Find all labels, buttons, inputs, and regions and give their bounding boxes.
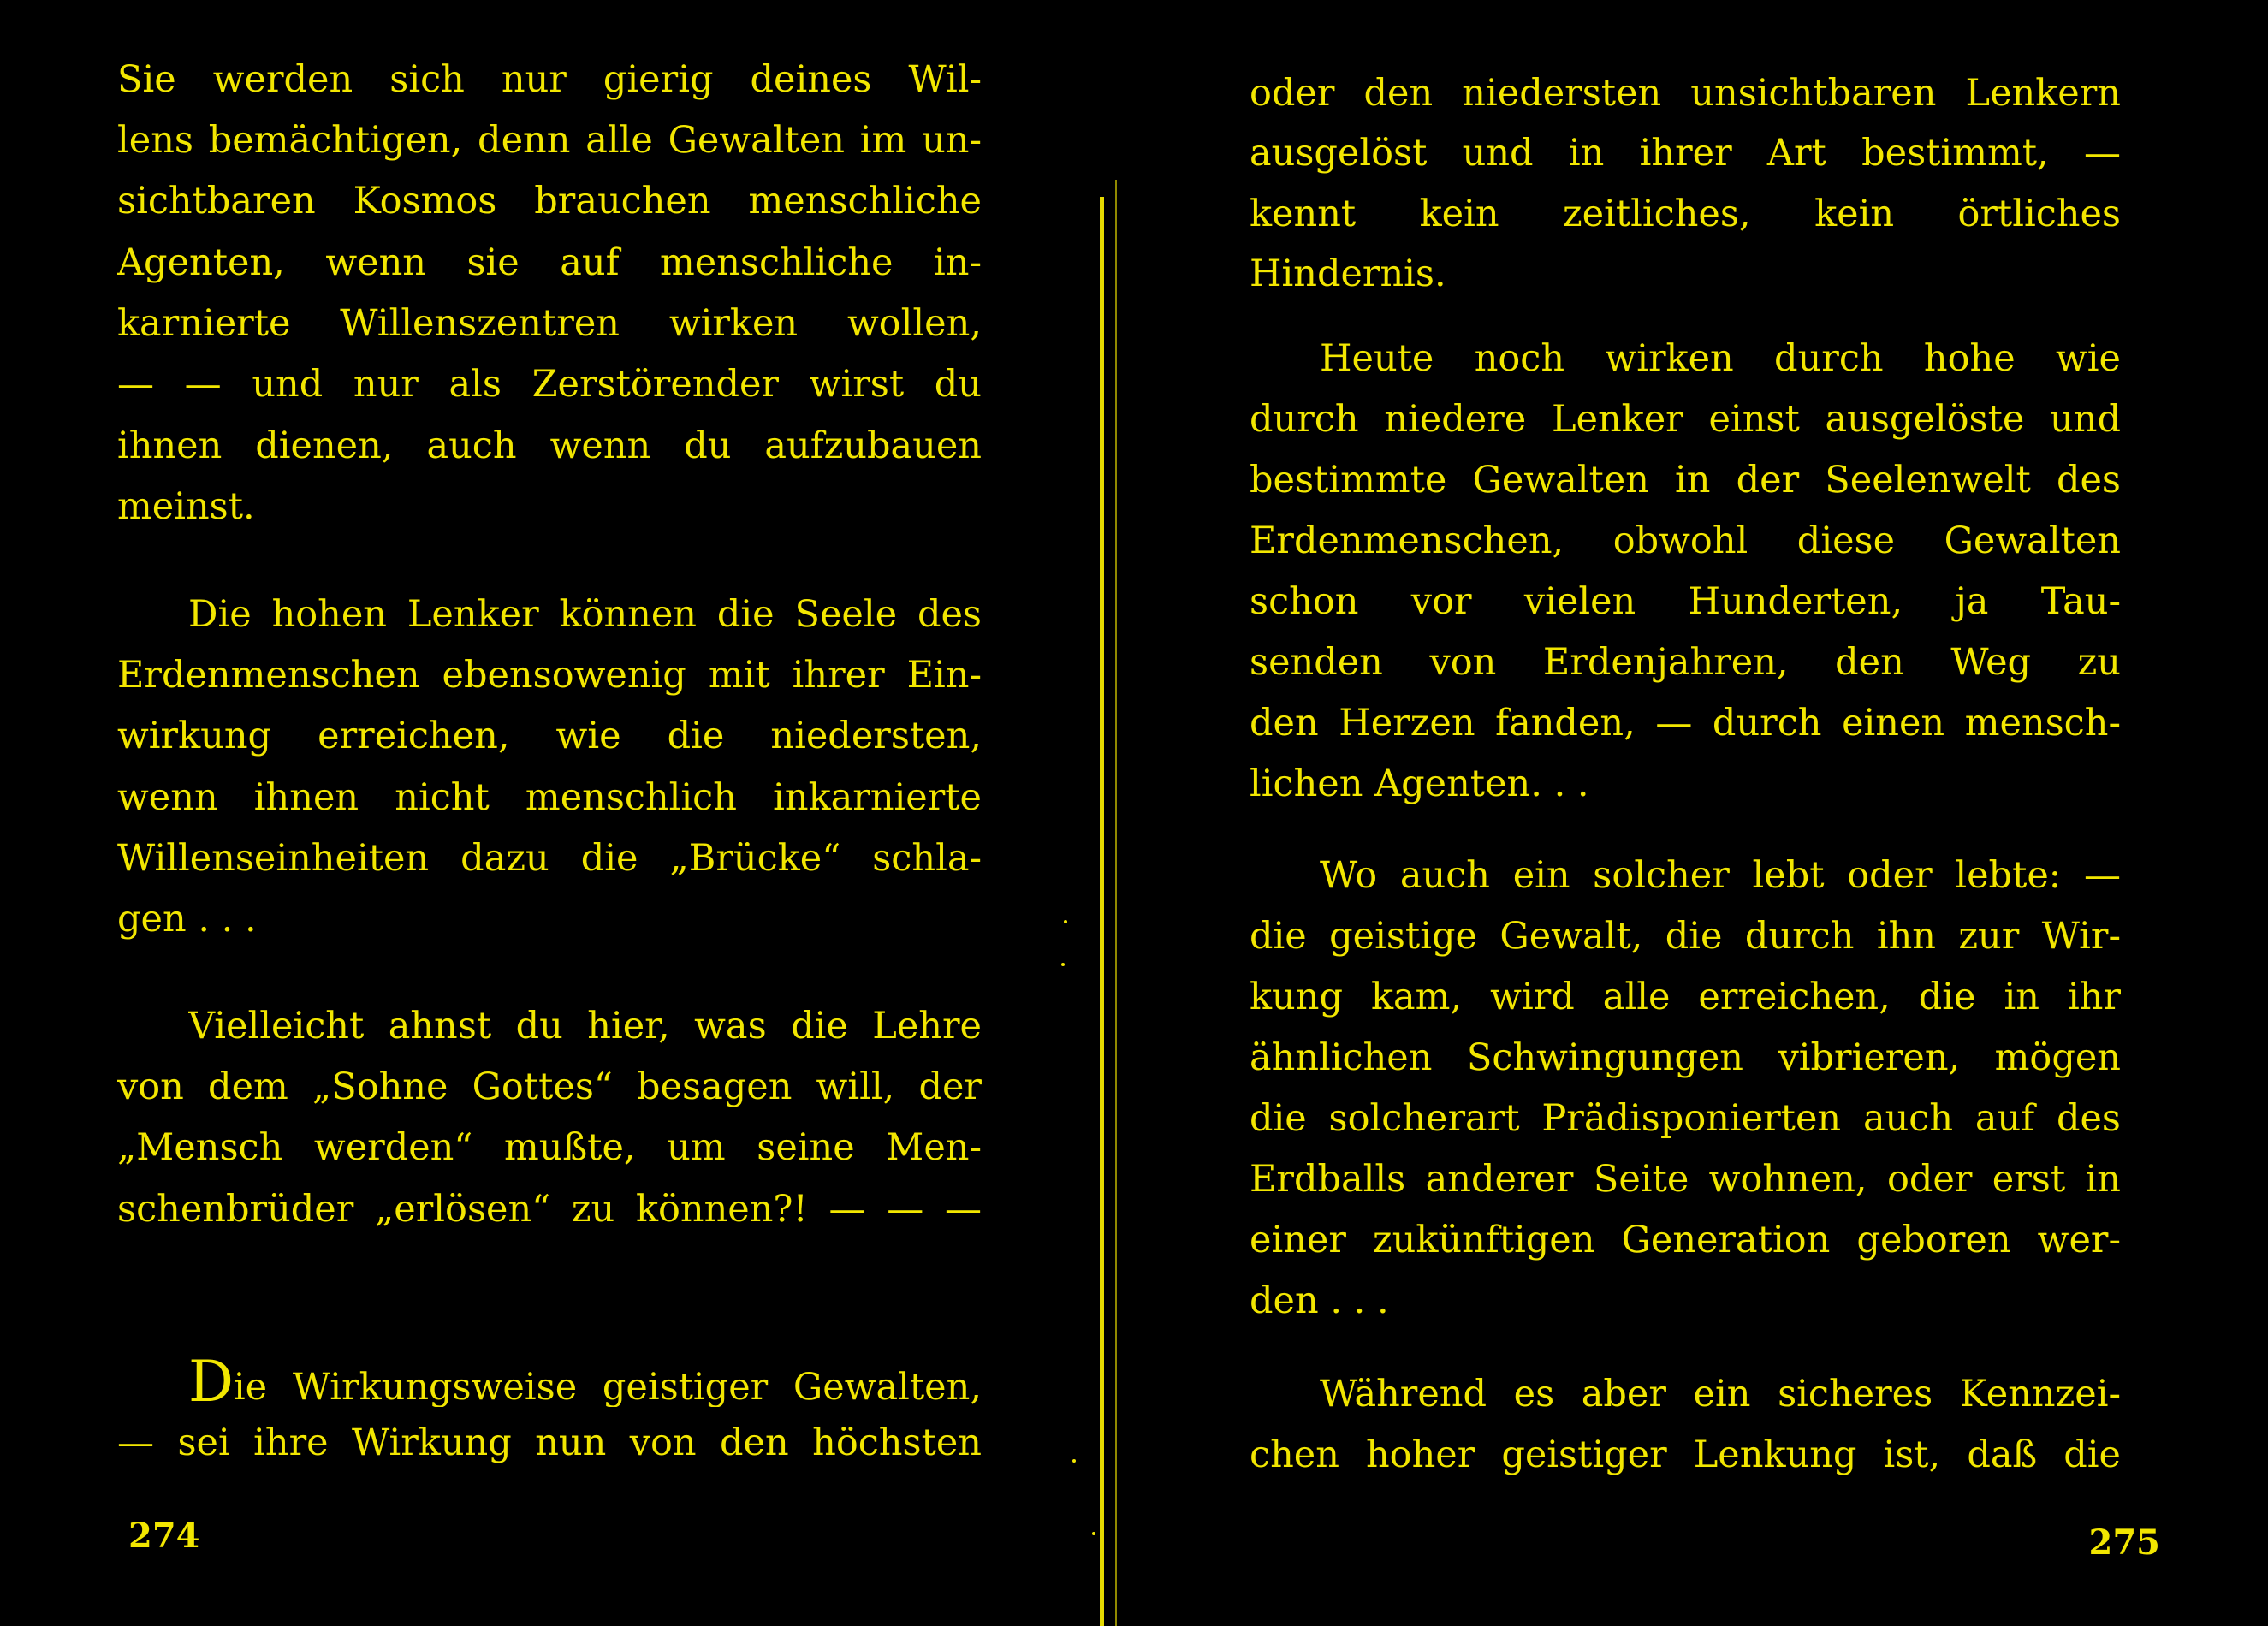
scan-speck [1061, 963, 1065, 966]
text-line: durch niedere Lenker einst ausgelöste und [1250, 398, 2121, 441]
text-line: Sie werden sich nur gierig deines Wil- [117, 58, 982, 101]
text-line [188, 1357, 982, 1407]
text-line: — sei ihre Wirkung nun von den höchsten [117, 1421, 982, 1464]
text-line: wirkung erreichen, wie die niedersten, [117, 715, 982, 757]
text-line: lichen Agenten. . . [1250, 763, 1589, 805]
gutter-line [1100, 197, 1104, 1626]
text-line: ausgelöst und in ihrer Art bestimmt, — [1250, 132, 2121, 175]
scan-speck [1064, 920, 1067, 923]
text-line: die solcherart Prädisponierten auch auf des [1250, 1097, 2121, 1140]
dropcap: D [188, 1357, 234, 1407]
text-line: „Mensch werden“ mußte, um seine Men- [117, 1126, 982, 1169]
text-line: Erdenmenschen ebensowenig mit ihrer Ein- [117, 654, 982, 697]
left-page [0, 0, 1087, 1626]
text-line: oder den niedersten unsichtbaren Lenkern [1250, 72, 2121, 115]
text-line: kennt kein zeitliches, kein örtliches [1250, 193, 2121, 235]
text-line: schenbrüder „erlösen“ zu können?! — — — [117, 1188, 982, 1231]
text-line: Wo auch ein solcher lebt oder lebte: — [1320, 854, 2121, 897]
text-line: den . . . [1250, 1279, 1389, 1322]
text-line: ihnen dienen, auch wenn du aufzubauen [117, 424, 982, 467]
text-line: einer zukünftigen Generation geboren wer- [1250, 1219, 2121, 1261]
text-line: die geistige Gewalt, die durch ihn zur Wir- [1250, 915, 2121, 958]
text-line: gen . . . [117, 898, 257, 941]
text-line: kung kam, wird alle erreichen, die in ihr [1250, 976, 2121, 1018]
text-line: den Herzen fanden, — durch einen mensch- [1250, 702, 2121, 745]
right-page [1113, 0, 2268, 1626]
text-line: von dem „Sohne Gottes“ besagen will, der [117, 1065, 982, 1108]
text-line: chen hoher geistiger Lenkung ist, daß die [1250, 1433, 2121, 1476]
text-line: sichtbaren Kosmos brauchen menschliche [117, 180, 982, 223]
text-line: wenn ihnen nicht menschlich inkarnierte [117, 776, 982, 819]
page-number: 274 [128, 1516, 200, 1556]
text-line: Während es aber ein sicheres Kennzei- [1320, 1373, 2121, 1415]
text-line: Die hohen Lenker können die Seele des [188, 593, 982, 636]
text-line: ähnlichen Schwingungen vibrieren, mögen [1250, 1036, 2121, 1079]
text-line: senden von Erdenjahren, den Weg zu [1250, 641, 2121, 684]
text-line: meinst. [117, 485, 255, 528]
text-line-rest: ie Wirkungsweise geistiger Gewalten, [233, 1366, 982, 1407]
text-line: schon vor vielen Hunderten, ja Tau- [1250, 580, 2121, 623]
text-line: Hindernis. [1250, 252, 1446, 295]
text-line: lens bemächtigen, denn alle Gewalten im un- [117, 119, 982, 162]
text-line: Erdballs anderer Seite wohnen, oder erst in [1250, 1158, 2121, 1201]
text-line: bestimmte Gewalten in der Seelenwelt des [1250, 459, 2121, 501]
text-line: — — und nur als Zerstörender wirst du [117, 363, 982, 406]
text-line: karnierte Willenszentren wirken wollen, [117, 302, 982, 345]
text-line: Agenten, wenn sie auf menschliche in- [117, 241, 982, 284]
text-line: Erdenmenschen, obwohl diese Gewalten [1250, 519, 2121, 562]
page-number: 275 [2088, 1522, 2160, 1563]
scan-speck [1092, 1532, 1095, 1535]
scan-speck [1072, 1459, 1076, 1463]
text-line: Vielleicht ahnst du hier, was die Lehre [188, 1005, 982, 1047]
text-line: Heute noch wirken durch hohe wie [1320, 337, 2121, 380]
text-line: Willenseinheiten dazu die „Brücke“ schla- [117, 837, 982, 880]
